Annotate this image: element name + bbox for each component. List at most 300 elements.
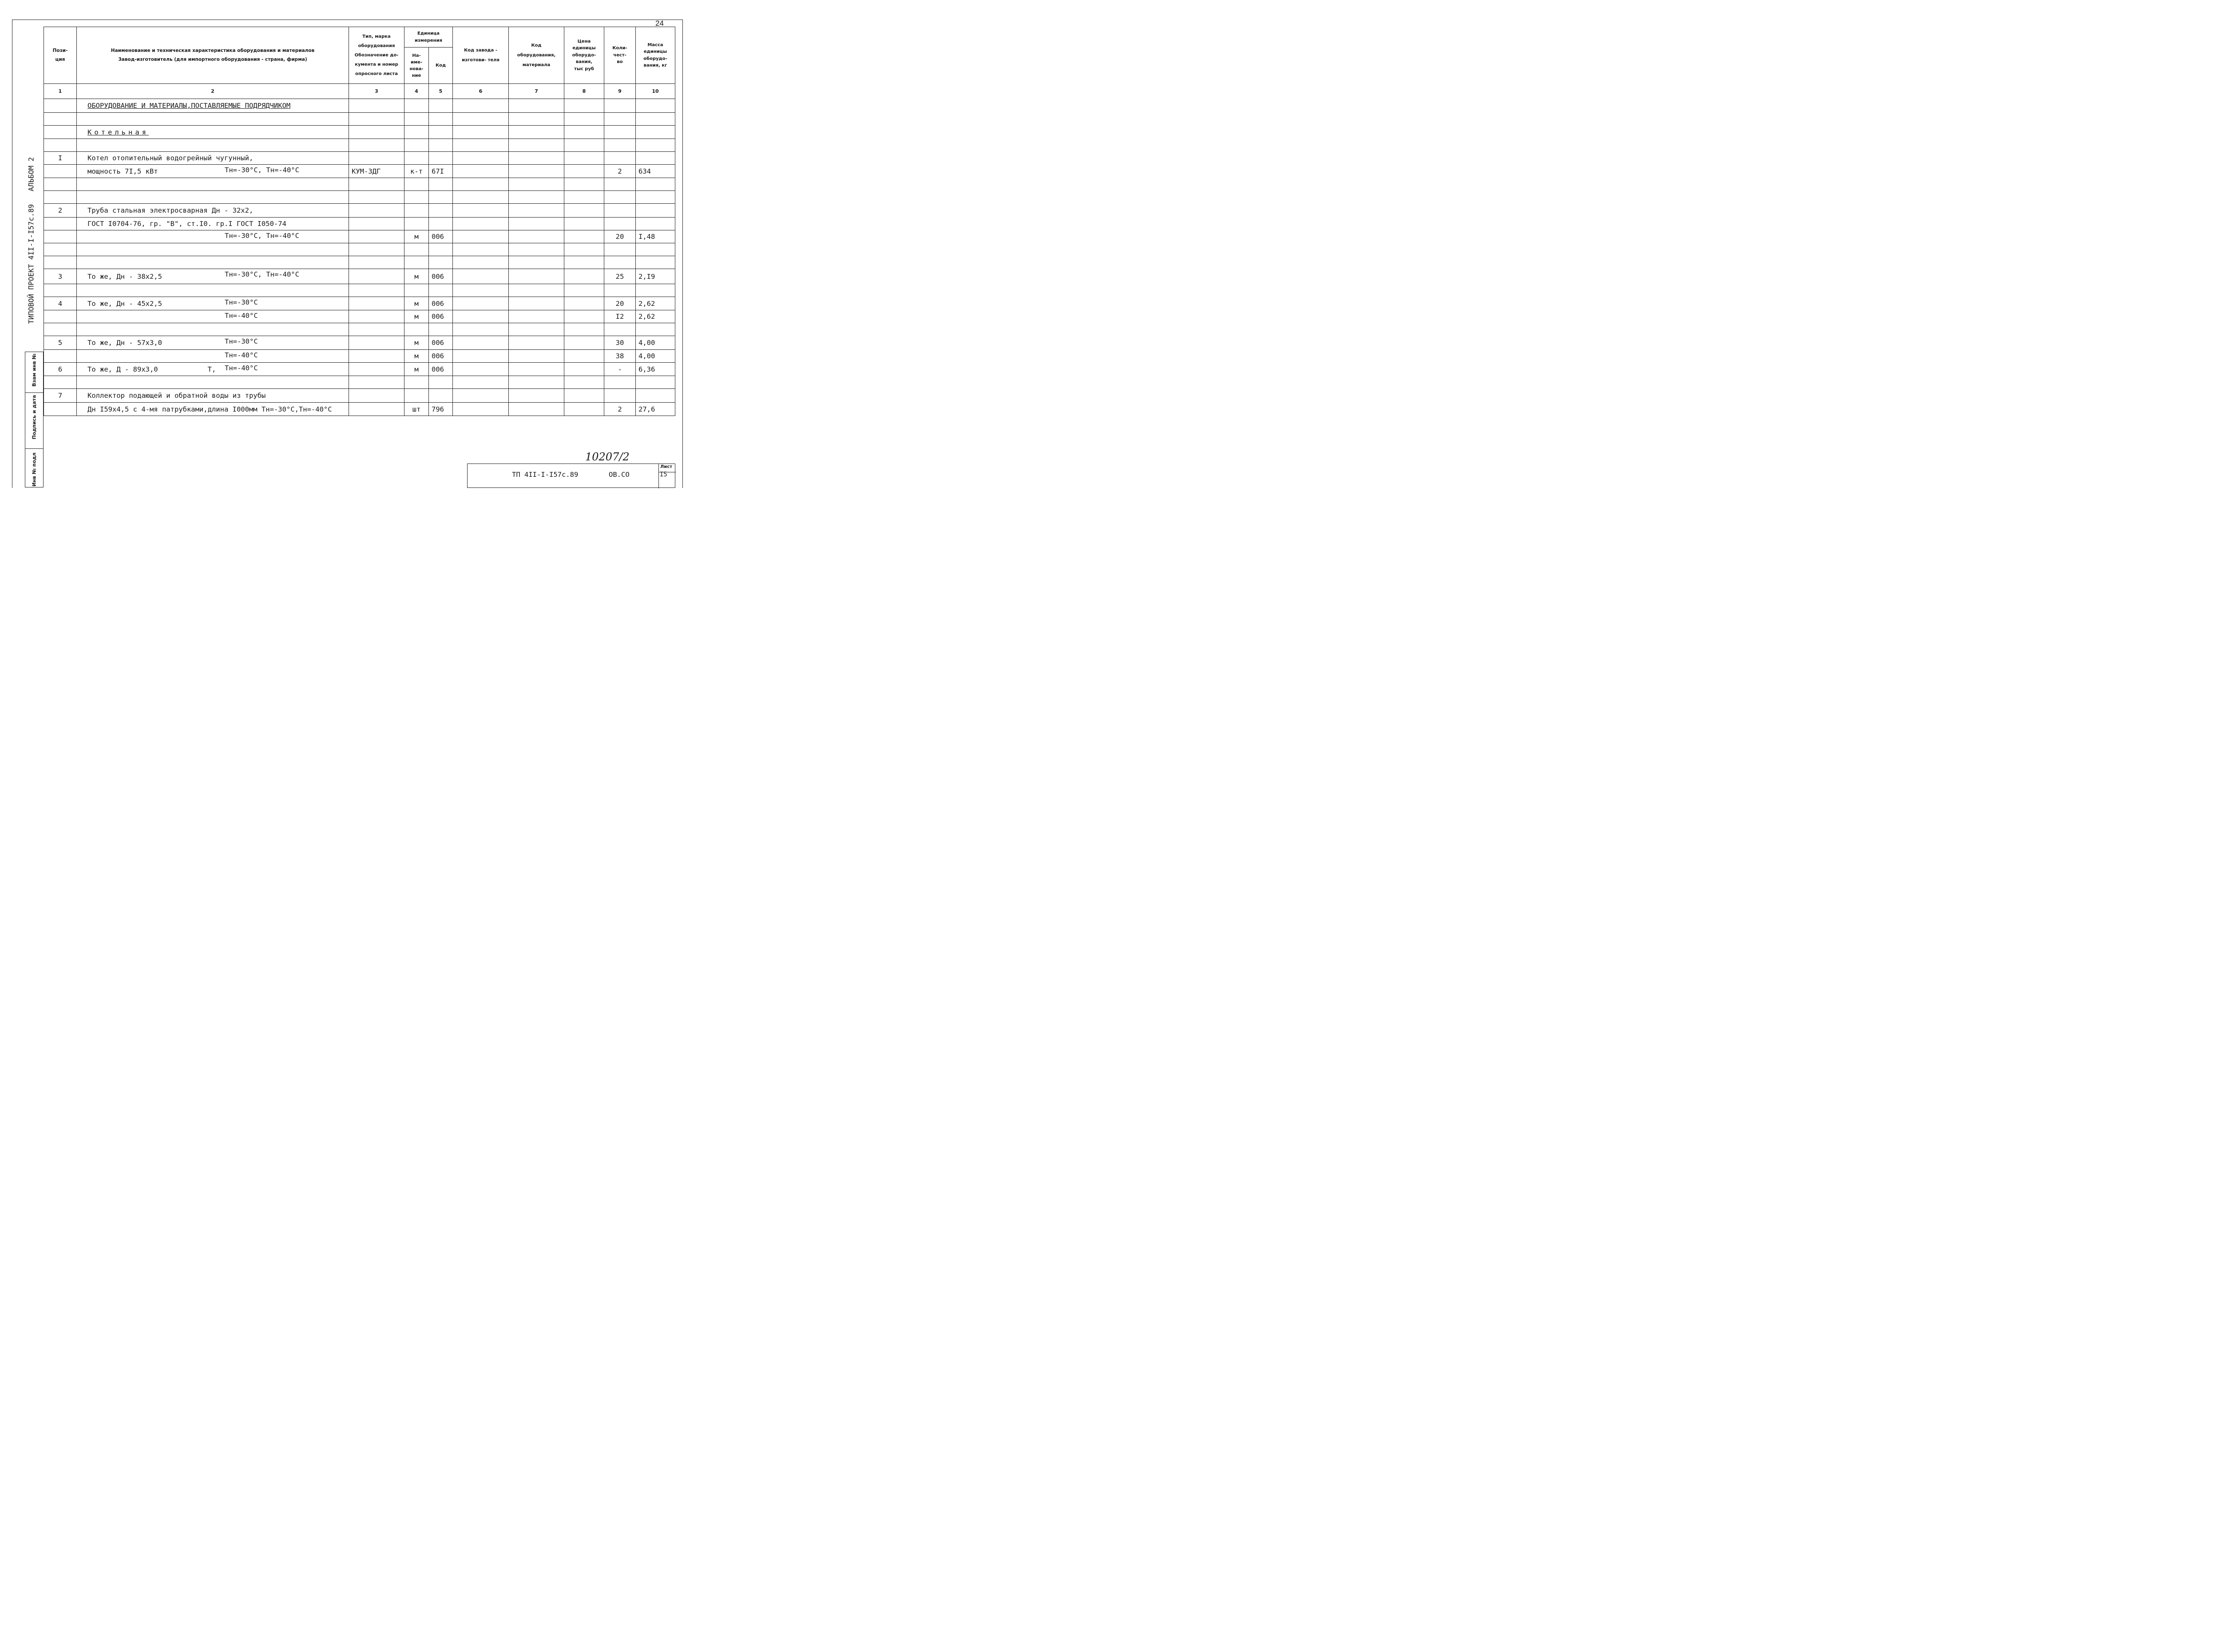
table-row (44, 256, 675, 269)
row-unit-code (429, 204, 453, 218)
row-description (77, 336, 349, 350)
stamp-column (25, 352, 44, 487)
table-row (44, 165, 675, 178)
table-row (44, 376, 675, 389)
table-row (44, 284, 675, 297)
table-row (44, 230, 675, 243)
header-position: Пози- ция (44, 27, 77, 84)
row-unit-code (429, 178, 453, 191)
row-quantity (604, 191, 636, 204)
row-mass (636, 99, 675, 113)
row-unit-code: 006 (429, 336, 453, 350)
row-quantity (604, 152, 636, 165)
row-temperature: Тн=-40°С (225, 364, 258, 372)
row-unit: к-т (404, 165, 429, 178)
row-quantity (604, 99, 636, 113)
row-price (564, 126, 604, 139)
row-unit-code: 006 (429, 310, 453, 323)
header-mass: Масса единицы оборудо- вания, кг (636, 27, 675, 84)
row-unit (404, 243, 429, 256)
header-price: Цена единицы оборудо- вания, тыс руб (564, 27, 604, 84)
row-mass (636, 243, 675, 256)
header-unit-name: На- име- нова- ние (404, 48, 429, 84)
row-factory-code (453, 165, 509, 178)
row-mass (636, 323, 675, 336)
row-equipment-code (509, 350, 564, 363)
row-unit (404, 99, 429, 113)
equipment-table (44, 27, 675, 416)
row-mass: 27,6 (636, 403, 675, 416)
row-temperature: Тн=-40°С (225, 312, 258, 320)
table-row (44, 152, 675, 165)
row-unit: шт (404, 403, 429, 416)
row-unit-code (429, 139, 453, 152)
row-mass (636, 113, 675, 126)
row-unit: м (404, 310, 429, 323)
row-unit-code (429, 256, 453, 269)
row-unit-code (429, 389, 453, 403)
header-quantity: Коли- чест- во (604, 27, 636, 84)
row-type (349, 113, 404, 126)
row-position: 5 (44, 336, 77, 350)
row-position: 6 (44, 363, 77, 376)
table-row (44, 297, 675, 310)
row-description (77, 230, 349, 243)
row-position (44, 113, 77, 126)
row-description (77, 139, 349, 152)
row-position (44, 165, 77, 178)
row-description (77, 403, 349, 416)
table-row (44, 126, 675, 139)
row-equipment-code (509, 297, 564, 310)
table-row (44, 336, 675, 350)
row-price (564, 376, 604, 389)
row-unit (404, 191, 429, 204)
table-row (44, 269, 675, 284)
header-name-line1: Наименование и техническая характеристика оборудования и материалов (111, 48, 315, 53)
row-equipment-code (509, 126, 564, 139)
side-label: ТИПОВОЙ ПРОЕКТ 4II-I-I57с.89 АЛЬБОМ 2 (27, 157, 36, 324)
row-type: КУМ-ЗДГ (349, 165, 404, 178)
row-unit-code (429, 113, 453, 126)
row-factory-code (453, 191, 509, 204)
row-factory-code (453, 243, 509, 256)
row-factory-code (453, 403, 509, 416)
table-row (44, 350, 675, 363)
table-row (44, 191, 675, 204)
row-unit (404, 113, 429, 126)
row-description (77, 204, 349, 218)
row-price (564, 113, 604, 126)
row-description-text: Котел отопительный водогрейный чугунный, (87, 154, 254, 162)
row-description (77, 350, 349, 363)
col-number: 2 (77, 84, 349, 99)
row-description-text: ГОСТ I0704-76, гр. "В", ст.I0. гр.I ГОСТ I050-74 (87, 220, 286, 228)
row-description (77, 165, 349, 178)
col-number: 5 (429, 84, 453, 99)
row-description (77, 178, 349, 191)
row-type (349, 310, 404, 323)
header-equipment-code: Код оборудования, материала (509, 27, 564, 84)
row-description-text: Дн I59х4,5 с 4-мя патрубками,длина I000мм Тн=-30°С,Тн=-40°С (87, 405, 332, 413)
row-quantity (604, 323, 636, 336)
row-position (44, 191, 77, 204)
row-quantity (604, 376, 636, 389)
row-equipment-code (509, 403, 564, 416)
row-unit-code (429, 243, 453, 256)
row-unit-code (429, 376, 453, 389)
row-factory-code (453, 269, 509, 284)
row-type (349, 336, 404, 350)
row-unit (404, 178, 429, 191)
row-factory-code (453, 178, 509, 191)
table-row (44, 113, 675, 126)
row-unit-code: 006 (429, 350, 453, 363)
row-mass (636, 389, 675, 403)
header-type: Тип, марка оборудования Обозначение до- кумента и номер опросного листа (349, 27, 404, 84)
row-unit (404, 204, 429, 218)
row-equipment-code (509, 113, 564, 126)
row-unit-code (429, 191, 453, 204)
row-factory-code (453, 152, 509, 165)
row-unit-code (429, 99, 453, 113)
row-description (77, 323, 349, 336)
row-description (77, 284, 349, 297)
row-mass: 2,62 (636, 310, 675, 323)
row-temperature: Тн=-30°С (225, 298, 258, 306)
row-price (564, 363, 604, 376)
table-row (44, 310, 675, 323)
row-price (564, 165, 604, 178)
row-price (564, 310, 604, 323)
sheet-box (658, 464, 676, 488)
row-unit-code: 006 (429, 297, 453, 310)
row-unit: м (404, 297, 429, 310)
row-equipment-code (509, 256, 564, 269)
row-type (349, 99, 404, 113)
row-position (44, 350, 77, 363)
row-temperature: Тн=-30°С, Тн=-40°С (225, 270, 299, 278)
row-temperature: Тн=-40°С (225, 351, 258, 359)
row-type (349, 350, 404, 363)
row-description (77, 126, 349, 139)
row-unit: м (404, 363, 429, 376)
stamp-label-vzam: Взам инв № (31, 353, 37, 387)
row-position (44, 230, 77, 243)
row-position: 3 (44, 269, 77, 284)
title-block (467, 464, 675, 488)
row-type (349, 323, 404, 336)
row-mass (636, 204, 675, 218)
row-quantity (604, 204, 636, 218)
col-number: 3 (349, 84, 404, 99)
row-description-text: ОБОРУДОВАНИЕ И МАТЕРИАЛЫ,ПОСТАВЛЯЕМЫЕ ПОДРЯДЧИКОМ (87, 102, 291, 110)
row-equipment-code (509, 139, 564, 152)
row-position (44, 323, 77, 336)
row-position (44, 310, 77, 323)
row-equipment-code (509, 152, 564, 165)
row-position: 4 (44, 297, 77, 310)
row-price (564, 256, 604, 269)
row-factory-code (453, 350, 509, 363)
row-unit-code (429, 218, 453, 230)
row-type (349, 230, 404, 243)
row-position (44, 284, 77, 297)
sheet-top-number: 24 (655, 19, 664, 28)
row-type (349, 191, 404, 204)
row-description-text: То же, Д - 89х3,0 Т, (87, 365, 216, 373)
row-type (349, 218, 404, 230)
row-mass (636, 139, 675, 152)
row-position (44, 256, 77, 269)
row-quantity: 30 (604, 336, 636, 350)
row-price (564, 178, 604, 191)
row-price (564, 350, 604, 363)
row-type (349, 256, 404, 269)
row-type (349, 389, 404, 403)
row-type (349, 403, 404, 416)
row-type (349, 284, 404, 297)
row-price (564, 204, 604, 218)
row-price (564, 99, 604, 113)
row-unit-code (429, 152, 453, 165)
row-unit-code: 006 (429, 230, 453, 243)
col-number: 9 (604, 84, 636, 99)
row-mass: I,48 (636, 230, 675, 243)
table-row (44, 99, 675, 113)
row-type (349, 152, 404, 165)
row-quantity (604, 284, 636, 297)
row-description (77, 363, 349, 376)
row-factory-code (453, 113, 509, 126)
row-factory-code (453, 218, 509, 230)
row-equipment-code (509, 218, 564, 230)
row-position: 7 (44, 389, 77, 403)
row-type (349, 363, 404, 376)
row-price (564, 230, 604, 243)
row-position: 2 (44, 204, 77, 218)
row-price (564, 269, 604, 284)
row-factory-code (453, 284, 509, 297)
row-mass: 634 (636, 165, 675, 178)
row-position: I (44, 152, 77, 165)
row-type (349, 376, 404, 389)
row-unit (404, 218, 429, 230)
column-number-row (44, 84, 675, 99)
row-equipment-code (509, 178, 564, 191)
row-factory-code (453, 99, 509, 113)
row-description (77, 297, 349, 310)
row-unit: м (404, 230, 429, 243)
row-position (44, 178, 77, 191)
table-row (44, 178, 675, 191)
handwritten-number: 10207/2 (585, 451, 630, 463)
row-description (77, 113, 349, 126)
table-row (44, 389, 675, 403)
row-quantity (604, 243, 636, 256)
row-type (349, 139, 404, 152)
stamp-label-podpis: Подпись и дата (31, 395, 37, 440)
row-mass (636, 256, 675, 269)
table-row (44, 403, 675, 416)
row-price (564, 389, 604, 403)
row-mass: 6,36 (636, 363, 675, 376)
row-temperature: Тн=-30°С, Тн=-40°С (225, 232, 299, 240)
row-description (77, 256, 349, 269)
row-description (77, 191, 349, 204)
table-row (44, 204, 675, 218)
row-equipment-code (509, 284, 564, 297)
row-quantity (604, 113, 636, 126)
row-unit (404, 389, 429, 403)
row-equipment-code (509, 336, 564, 350)
row-quantity: 20 (604, 230, 636, 243)
col-number: 1 (44, 84, 77, 99)
row-unit (404, 139, 429, 152)
row-quantity (604, 389, 636, 403)
header-name (77, 27, 349, 84)
row-unit-code: 67I (429, 165, 453, 178)
col-number: 10 (636, 84, 675, 99)
row-quantity: 2 (604, 403, 636, 416)
row-unit: м (404, 350, 429, 363)
row-price (564, 243, 604, 256)
row-quantity: 25 (604, 269, 636, 284)
row-unit-code: 796 (429, 403, 453, 416)
row-equipment-code (509, 99, 564, 113)
row-description-text: мощность 7I,5 кВт (87, 167, 158, 175)
row-quantity (604, 139, 636, 152)
row-description-text: Коллектор подающей и обратной воды из трубы (87, 392, 266, 400)
row-unit (404, 323, 429, 336)
row-quantity: 2 (604, 165, 636, 178)
row-position (44, 376, 77, 389)
row-equipment-code (509, 191, 564, 204)
row-factory-code (453, 376, 509, 389)
row-equipment-code (509, 376, 564, 389)
row-mass: 4,00 (636, 350, 675, 363)
row-type (349, 297, 404, 310)
table-row (44, 243, 675, 256)
table-row (44, 139, 675, 152)
row-mass (636, 218, 675, 230)
header-name-line2: Завод-изготовитель (для импортного оборудования - страна, фирма) (118, 56, 307, 62)
row-mass (636, 376, 675, 389)
row-unit-code: 006 (429, 363, 453, 376)
row-factory-code (453, 204, 509, 218)
row-mass: 4,00 (636, 336, 675, 350)
row-factory-code (453, 297, 509, 310)
row-unit (404, 376, 429, 389)
row-mass: 2,I9 (636, 269, 675, 284)
row-factory-code (453, 310, 509, 323)
row-factory-code (453, 336, 509, 350)
row-unit (404, 126, 429, 139)
table-row (44, 323, 675, 336)
row-description (77, 269, 349, 284)
row-quantity (604, 178, 636, 191)
row-price (564, 152, 604, 165)
row-quantity: 38 (604, 350, 636, 363)
row-mass (636, 126, 675, 139)
sheet-label: Лист (660, 464, 673, 469)
row-type (349, 269, 404, 284)
row-mass: 2,62 (636, 297, 675, 310)
row-unit: м (404, 269, 429, 284)
row-type (349, 178, 404, 191)
row-price (564, 218, 604, 230)
row-quantity: - (604, 363, 636, 376)
row-position (44, 99, 77, 113)
row-equipment-code (509, 363, 564, 376)
row-unit (404, 284, 429, 297)
col-number: 4 (404, 84, 429, 99)
row-quantity: 20 (604, 297, 636, 310)
row-equipment-code (509, 230, 564, 243)
row-description (77, 310, 349, 323)
row-equipment-code (509, 389, 564, 403)
row-description (77, 99, 349, 113)
col-number: 8 (564, 84, 604, 99)
document-code: ТП 4II-I-I57с.89 (512, 471, 579, 479)
row-unit (404, 152, 429, 165)
table-row (44, 218, 675, 230)
row-quantity: I2 (604, 310, 636, 323)
row-factory-code (453, 126, 509, 139)
row-unit-code (429, 126, 453, 139)
row-position (44, 218, 77, 230)
row-equipment-code (509, 310, 564, 323)
table-row (44, 363, 675, 376)
row-description (77, 152, 349, 165)
row-position (44, 126, 77, 139)
row-factory-code (453, 363, 509, 376)
row-mass (636, 191, 675, 204)
header-unit-code: Код (429, 48, 453, 84)
row-description-text: То же, Дн - 45х2,5 (87, 299, 162, 308)
row-unit: м (404, 336, 429, 350)
row-mass (636, 152, 675, 165)
row-equipment-code (509, 243, 564, 256)
row-position (44, 243, 77, 256)
row-factory-code (453, 323, 509, 336)
row-description-text: Труба стальная электросварная Дн - 32х2, (87, 206, 254, 214)
row-equipment-code (509, 323, 564, 336)
row-position (44, 139, 77, 152)
row-factory-code (453, 256, 509, 269)
row-description-text: То же, Дн - 57х3,0 (87, 339, 162, 347)
row-price (564, 323, 604, 336)
row-price (564, 297, 604, 310)
section-code: ОВ.СО (609, 471, 630, 479)
row-equipment-code (509, 204, 564, 218)
row-temperature: Тн=-30°С, Тн=-40°С (225, 166, 299, 174)
col-number: 6 (453, 84, 509, 99)
row-quantity (604, 126, 636, 139)
header-factory-code: Код завода - изготови- теля (453, 27, 509, 84)
row-description (77, 376, 349, 389)
row-factory-code (453, 230, 509, 243)
row-quantity (604, 218, 636, 230)
row-type (349, 243, 404, 256)
row-description (77, 243, 349, 256)
row-equipment-code (509, 269, 564, 284)
row-price (564, 336, 604, 350)
row-factory-code (453, 139, 509, 152)
row-equipment-code (509, 165, 564, 178)
stamp-label-inv: Инв № подл (31, 452, 37, 487)
row-description-text: То же, Дн - 38х2,5 (87, 272, 162, 281)
